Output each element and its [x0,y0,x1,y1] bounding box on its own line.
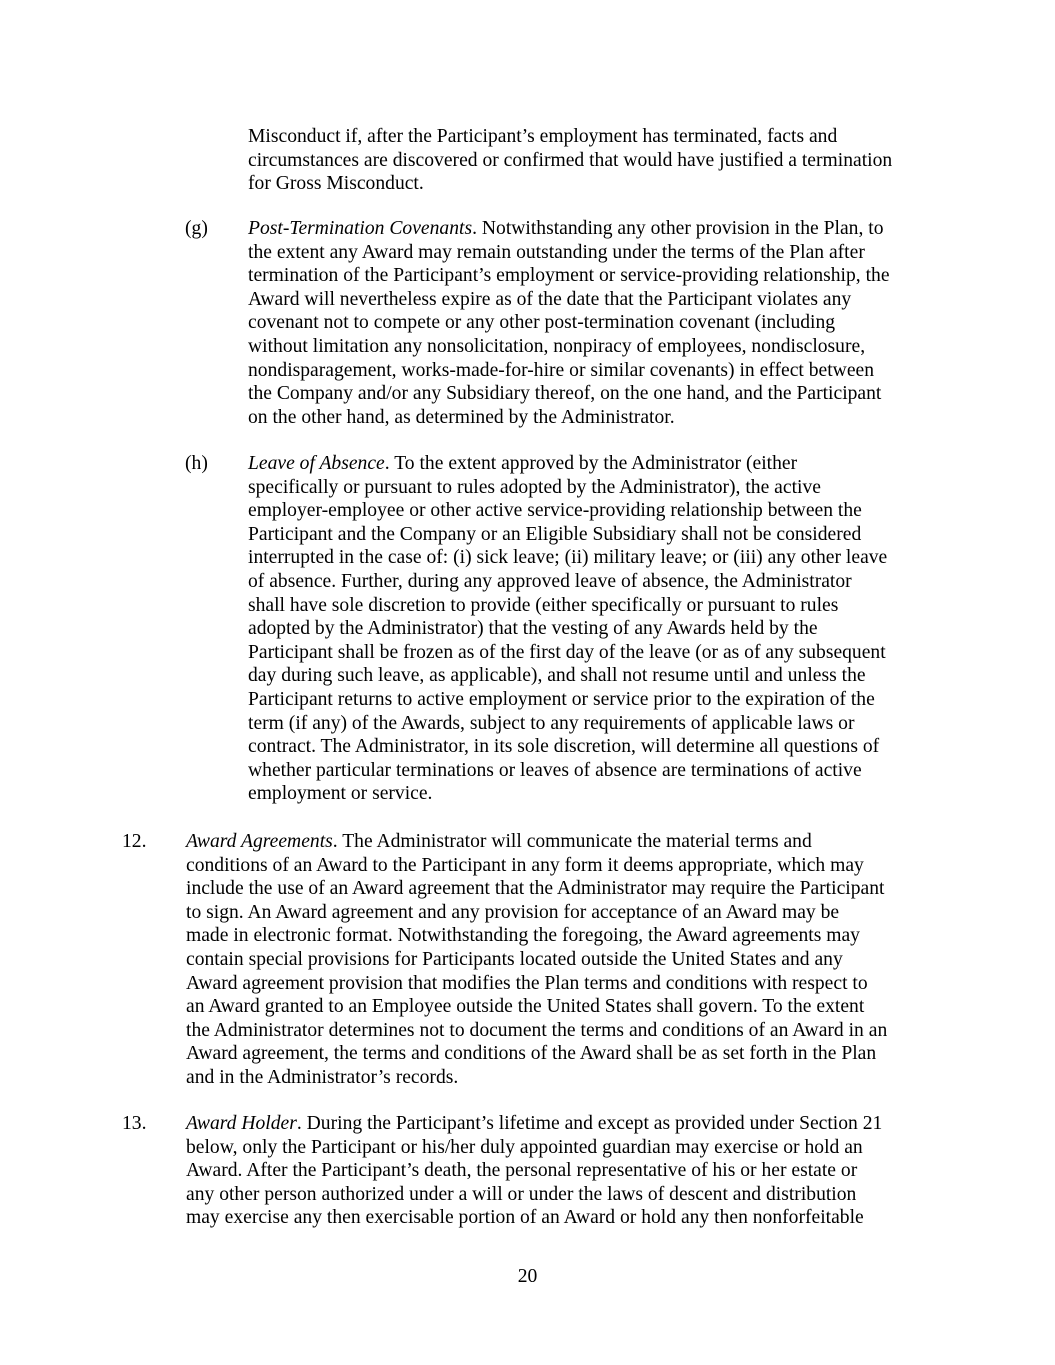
subsection-g-label: (g) [185,218,208,239]
subsection-g-body: . Notwithstanding any other provision in the Plan, to the extent any Award may remain outstanding under the terms of the Plan after termination of the Participant’s employment or service-providing relationship, the Award will nevertheless expire as of the date that the Participant violates any covenant not to compete or any other post-termination covenant (including without limitation any nonsolicitation, nonpiracy of employees, nondisclosure, nondisparagement, works-made-for-hire or similar covenants) in effect between the Company and/or any Subsidiary thereof, on the one hand, and the Participant on the other hand, as determined by the Administrator. [248,218,890,428]
section-13-label: 13. [122,1113,147,1134]
section-13-title: Award Holder [186,1113,297,1134]
page-number: 20 [517,1266,538,1287]
subsection-h-body: . To the extent approved by the Administrator (either specifically or pursuant to rules adopted by the Administrator), the active employer-employee or other active service-providing relationship between the Participant and the Company or an Eligible Subsidiary shall not be considered interrupted in the case of: (i) sick leave; (ii) military leave; or (iii) any other leave of absence. Further, during any approved leave of absence, the Administrator shall have sole discretion to provide (either specifically or pursuant to rules adopted by the Administrator) that the vesting of any Awards held by the Participant shall be frozen as of the first day of the leave (or as of any subsequent day during such leave, as applicable), and shall not resume until and unless the Participant returns to active employment or service prior to the expiration of the term (if any) of the Awards, subject to any requirements of applicable laws or contract. The Administrator, in its sole discretion, will determine all questions of whether particular terminations or leaves of absence are terminations of active employment or service. [248,453,888,805]
section-12-label: 12. [122,831,147,852]
section-12-body: . The Administrator will communicate the material terms and conditions of an Award to the Participant in any form it deems appropriate, which may include the use of an Award agreement that the Administrator may require the Participant to sign. An Award agreement and any provision for acceptance of an Award may be made in electronic format. Notwithstanding the foregoing, the Award agreements may contain special provisions for Participants located outside the United States and any Award agreement provision that modifies the Plan terms and conditions with respect to an Award granted to an Employee outside the United States shall govern. To the extent the Administrator determines not to document the terms and conditions of an Award in an Award agreement, the terms and conditions of the Award shall be as set forth in the Plan and in the Administrator’s records. [186,831,888,1088]
subsection-g-title: Post-Termination Covenants [248,218,473,239]
section-12-title: Award Agreements [186,831,333,852]
subsection-h-label: (h) [185,453,208,474]
section-12-paragraph [186,830,946,1090]
section-13-paragraph [186,1112,946,1230]
subsection-h-paragraph [248,452,948,806]
continuation-paragraph: Misconduct if, after the Participant’s employment has terminated, facts and circumstances are discovered or confirmed that would have justified a termination for Gross Misconduct. [248,126,893,195]
subsection-h-title: Leave of Absence [248,453,385,474]
section-13-body: . During the Participant’s lifetime and except as provided under Section 21 below, only the Participant or his/her duly appointed guardian may exercise or hold an Award. After the Participant’s death, the personal representative of his or her estate or any other person authorized under a will or under the laws of descent and distribution may exercise any then exercisable portion of an Award or hold any then nonforfeitable [186,1113,883,1229]
subsection-g-paragraph [248,217,948,429]
